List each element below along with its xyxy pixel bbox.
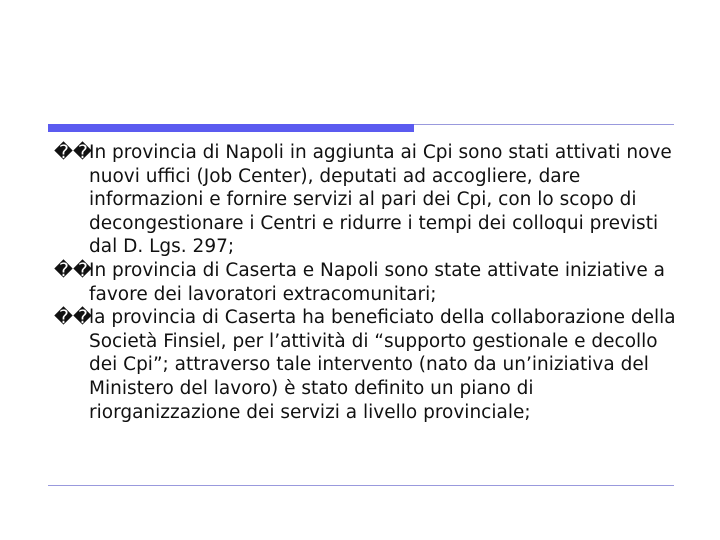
bullet-item-napoli [54, 141, 684, 259]
bullet-icon: �� [54, 259, 92, 281]
bullet-item-caserta-finsiel [54, 306, 684, 424]
top-divider-line [414, 124, 674, 125]
bullet-icon: �� [54, 307, 92, 329]
accent-bar [48, 124, 414, 132]
slide-body [54, 141, 684, 424]
bullet-text: In provincia di Napoli in aggiunta ai Cpi sono stati attivati nove nuovi uffici (Job Center), deputati ad accogliere, dare informazioni e fornire servizi al pari dei Cpi, con lo scopo di decongestionare i Centri e ridurre i tempi dei colloqui previsti dal D. Lgs. 297; [89, 142, 672, 258]
bullet-text: In provincia di Caserta e Napoli sono state attivate iniziative a favore dei lavoratori extracomunitari; [89, 259, 665, 305]
bullet-item-caserta-napoli [54, 259, 684, 306]
bullet-text: la provincia di Caserta ha beneficiato della collaborazione della Società Finsiel, per l’attività di “supporto gestionale e decollo dei Cpi”; attraverso tale intervento (nato da un’iniziativa del Ministero del lavoro) è stato definito un piano di riorganizzazione dei servizi a livello provinciale; [89, 307, 676, 423]
bullet-icon: �� [54, 142, 92, 163]
bottom-divider-line [48, 485, 674, 486]
